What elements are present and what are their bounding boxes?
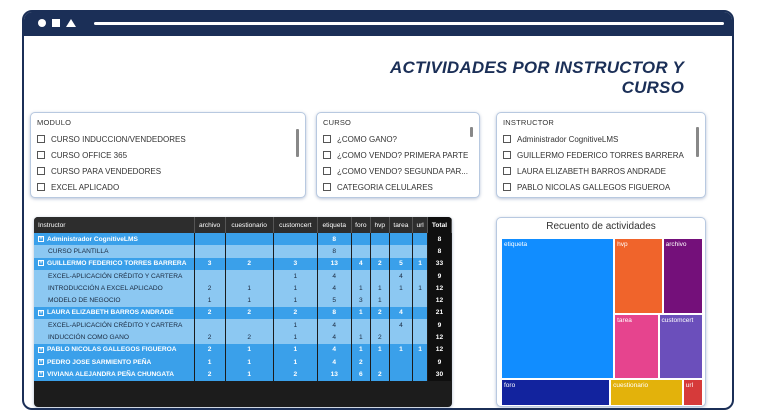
checkbox[interactable] [37,151,45,159]
checkbox[interactable] [37,183,45,191]
col-header[interactable]: hvp [371,217,390,233]
value-cell [389,368,413,380]
row-label: INDUCCIÓN COMO GANO [48,334,129,342]
col-header[interactable]: foro [351,217,370,233]
treemap-tile-cuestionario[interactable] [610,379,683,406]
treemap-title: Recuento de actividades [546,221,656,232]
value-cell [225,270,273,282]
value-cell: 1 [273,344,317,356]
treemap-tile-tarea[interactable] [614,314,658,380]
value-cell: 2 [225,331,273,343]
square-icon[interactable] [52,19,60,27]
value-cell [371,270,390,282]
treemap-area [501,238,703,406]
treemap-tile-url[interactable] [683,379,703,406]
value-cell: 2 [225,258,273,270]
treemap-tile-label: url [685,382,694,390]
value-cell [413,233,428,245]
slicer-option[interactable]: CURSO PARA VENDEDORES [37,163,299,179]
value-cell: 2 [351,356,370,368]
expand-icon[interactable]: + [39,358,43,365]
treemap-tile-label: tarea [617,316,632,324]
value-cell [194,245,225,257]
value-cell [351,270,370,282]
value-cell [273,233,317,245]
table-row[interactable] [34,307,452,319]
value-cell [351,233,370,245]
row-label: EXCEL-APLICACIÓN CRÉDITO Y CARTERA [48,272,183,280]
slicer-option[interactable]: CURSO OFFICE 365 [37,147,299,163]
instructor-cell [34,344,194,356]
value-cell: 8 [317,245,351,257]
checkbox[interactable] [503,167,511,175]
value-cell: 2 [194,344,225,356]
value-cell [389,331,413,343]
value-cell: 1 [413,258,428,270]
table-row[interactable] [34,258,452,270]
expand-icon[interactable]: + [39,260,43,267]
col-header[interactable]: Instructor [34,217,194,233]
total-cell: 12 [427,294,451,306]
value-cell: 8 [317,307,351,319]
matrix-table [34,217,452,381]
value-cell [225,245,273,257]
value-cell: 13 [317,258,351,270]
slicer-option[interactable]: GUILLERMO FEDERICO TORRES BARRERA [503,147,699,163]
address-bar[interactable] [94,22,724,25]
row-label: LAURA ELIZABETH BARROS ANDRADE [47,309,174,317]
slicer-option[interactable]: CURSO INDUCCION/VENDEDORES [37,131,299,147]
checkbox[interactable] [323,167,331,175]
value-cell: 2 [194,307,225,319]
value-cell: 2 [371,307,390,319]
treemap-tile-hvp[interactable] [614,238,662,314]
value-cell: 1 [389,344,413,356]
instructor-cell [34,368,194,380]
value-cell: 13 [317,368,351,380]
col-header[interactable]: etiqueta [317,217,351,233]
treemap-tile-archivo[interactable] [663,238,703,314]
slicer-option[interactable]: ¿COMO GANO? [323,131,473,147]
treemap-card [496,217,706,407]
expand-icon[interactable]: + [39,309,43,316]
col-header[interactable]: archivo [194,217,225,233]
treemap-tile-foro[interactable] [501,379,610,406]
value-cell: 1 [225,344,273,356]
course-cell [34,245,194,257]
value-cell [413,270,428,282]
slicer-scrollbar[interactable] [696,127,699,157]
table-row[interactable] [34,282,452,294]
value-cell: 3 [194,258,225,270]
value-cell: 2 [194,368,225,380]
value-cell [371,233,390,245]
value-cell [389,233,413,245]
table-row[interactable] [34,233,452,245]
slicer-curso[interactable] [316,112,480,198]
value-cell [413,307,428,319]
checkbox[interactable] [323,135,331,143]
checkbox[interactable] [323,151,331,159]
value-cell [413,319,428,331]
course-cell [34,294,194,306]
value-cell: 2 [371,368,390,380]
value-cell: 1 [194,356,225,368]
value-cell: 2 [273,368,317,380]
page-title: ACTIVIDADES POR INSTRUCTOR Y CURSO [389,58,684,97]
row-label: GUILLERMO FEDERICO TORRES BARRERA [47,260,187,268]
value-cell: 1 [413,344,428,356]
value-cell: 1 [225,282,273,294]
treemap-tile-customcert[interactable] [659,314,703,380]
value-cell: 5 [317,294,351,306]
total-cell: 8 [427,245,451,257]
value-cell [371,356,390,368]
slicer-modulo[interactable] [30,112,306,198]
expand-icon[interactable]: + [39,371,43,378]
value-cell: 4 [351,258,370,270]
treemap-tile-label: foro [504,382,516,390]
slicer-option[interactable]: ¿COMO VENDO? SEGUNDA PAR... [323,163,473,179]
value-cell: 1 [194,294,225,306]
slicer-header: INSTRUCTOR [503,118,555,127]
value-cell [389,245,413,257]
value-cell: 5 [389,258,413,270]
course-cell [34,270,194,282]
slicer-header: CURSO [323,118,352,127]
value-cell [389,294,413,306]
checkbox[interactable] [503,183,511,191]
value-cell: 2 [371,331,390,343]
table-row[interactable] [34,245,452,257]
treemap-tile-label: archivo [665,241,687,248]
value-cell: 1 [389,282,413,294]
value-cell: 4 [317,282,351,294]
slicer-option[interactable]: ¿COMO VENDO? PRIMERA PARTE [323,147,473,163]
instructor-cell [34,356,194,368]
checkbox[interactable] [503,151,511,159]
value-cell [413,245,428,257]
expand-icon[interactable]: + [39,346,43,353]
value-cell [273,245,317,257]
value-cell: 4 [389,270,413,282]
treemap-tile-label: hvp [617,241,628,248]
row-label: VIVIANA ALEJANDRA PEÑA CHUNGATA [47,370,174,378]
col-header[interactable]: tarea [389,217,413,233]
value-cell: 1 [351,307,370,319]
row-label: Administrador CognitiveLMS [47,235,138,243]
value-cell: 4 [317,319,351,331]
value-cell: 1 [371,294,390,306]
value-cell [371,245,390,257]
value-cell: 1 [351,282,370,294]
table-row[interactable] [34,319,452,331]
col-header[interactable]: customcert [273,217,317,233]
slicer-instructor[interactable] [496,112,706,198]
table-row[interactable] [34,294,452,306]
table-row[interactable] [34,368,452,380]
window-controls [38,19,76,27]
total-cell: 9 [427,270,451,282]
value-cell [413,356,428,368]
value-cell [194,233,225,245]
activity-matrix [34,217,452,407]
total-cell: 30 [427,368,451,380]
value-cell: 4 [317,270,351,282]
value-cell [413,331,428,343]
value-cell: 1 [273,294,317,306]
matrix-header-row [34,217,452,233]
row-label: EXCEL-APLICACIÓN CRÉDITO Y CARTERA [48,321,183,329]
row-label: INTRODUCCIÓN A EXCEL APLICADO [48,284,163,292]
table-row[interactable] [34,331,452,343]
row-label: MODELO DE NEGOCIO [48,297,121,305]
value-cell [351,319,370,331]
checkbox[interactable] [37,135,45,143]
browser-window [22,10,734,410]
value-cell: 4 [389,307,413,319]
value-cell [351,245,370,257]
value-cell: 2 [225,307,273,319]
treemap-tile-label: customcert [661,316,694,324]
value-cell: 2 [371,258,390,270]
value-cell: 1 [225,294,273,306]
instructor-cell [34,307,194,319]
slicer-option[interactable]: EXCEL APLICADO [37,179,299,195]
value-cell: 1 [273,331,317,343]
slicer-scrollbar[interactable] [296,129,299,157]
value-cell: 4 [317,344,351,356]
col-header[interactable]: url [413,217,428,233]
row-label: PEDRO JOSE SARMIENTO PEÑA [47,358,152,366]
value-cell: 2 [194,331,225,343]
window-titlebar [24,12,732,36]
value-cell: 1 [273,356,317,368]
row-label: CURSO PLANTILLA [48,247,109,255]
triangle-icon[interactable] [66,19,76,27]
value-cell: 4 [317,356,351,368]
total-cell: 21 [427,307,451,319]
total-cell: 8 [427,233,451,245]
treemap-tile-label: cuestionario [613,382,649,390]
value-cell [389,356,413,368]
slicer-scrollbar[interactable] [470,127,473,137]
value-cell: 3 [273,258,317,270]
value-cell: 1 [225,368,273,380]
row-label: PABLO NICOLAS GALLEGOS FIGUEROA [47,346,177,354]
value-cell: 1 [371,282,390,294]
value-cell: 8 [317,233,351,245]
total-cell: 12 [427,282,451,294]
value-cell: 1 [225,356,273,368]
treemap-tile-label: etiqueta [504,241,528,248]
col-header[interactable]: cuestionario [225,217,273,233]
total-cell: 33 [427,258,451,270]
value-cell [194,270,225,282]
course-cell [34,282,194,294]
value-cell [371,319,390,331]
slicer-option[interactable]: PABLO NICOLAS GALLEGOS FIGUEROA [503,179,699,195]
value-cell: 1 [351,344,370,356]
total-cell: 9 [427,356,451,368]
instructor-cell [34,233,194,245]
slicer-option[interactable]: LAURA ELIZABETH BARROS ANDRADE [503,163,699,179]
treemap-tile-etiqueta[interactable] [501,238,614,379]
total-cell: 9 [427,319,451,331]
slicer-option[interactable]: CATEGORIA CELULARES [323,179,473,195]
table-row[interactable] [34,356,452,368]
value-cell: 4 [389,319,413,331]
value-cell [194,319,225,331]
value-cell: 1 [351,331,370,343]
value-cell [225,319,273,331]
value-cell: 3 [351,294,370,306]
value-cell: 1 [273,319,317,331]
value-cell: 2 [194,282,225,294]
slicer-header: MODULO [37,118,72,127]
total-cell: 12 [427,331,451,343]
value-cell: 1 [273,270,317,282]
table-row[interactable] [34,270,452,282]
slicer-option[interactable]: Administrador CognitiveLMS [503,131,699,147]
value-cell: 4 [317,331,351,343]
checkbox[interactable] [503,135,511,143]
value-cell [225,233,273,245]
course-cell [34,319,194,331]
matrix-body [34,233,452,381]
value-cell: 1 [371,344,390,356]
circle-icon[interactable] [38,19,46,27]
value-cell: 1 [413,282,428,294]
value-cell: 6 [351,368,370,380]
total-cell: 12 [427,344,451,356]
checkbox[interactable] [37,167,45,175]
instructor-cell [34,258,194,270]
table-row[interactable] [34,344,452,356]
value-cell: 1 [273,282,317,294]
value-cell [413,294,428,306]
expand-icon[interactable]: + [39,235,43,242]
value-cell [413,368,428,380]
course-cell [34,331,194,343]
checkbox[interactable] [323,183,331,191]
col-header[interactable]: Total [427,217,451,233]
value-cell: 2 [273,307,317,319]
